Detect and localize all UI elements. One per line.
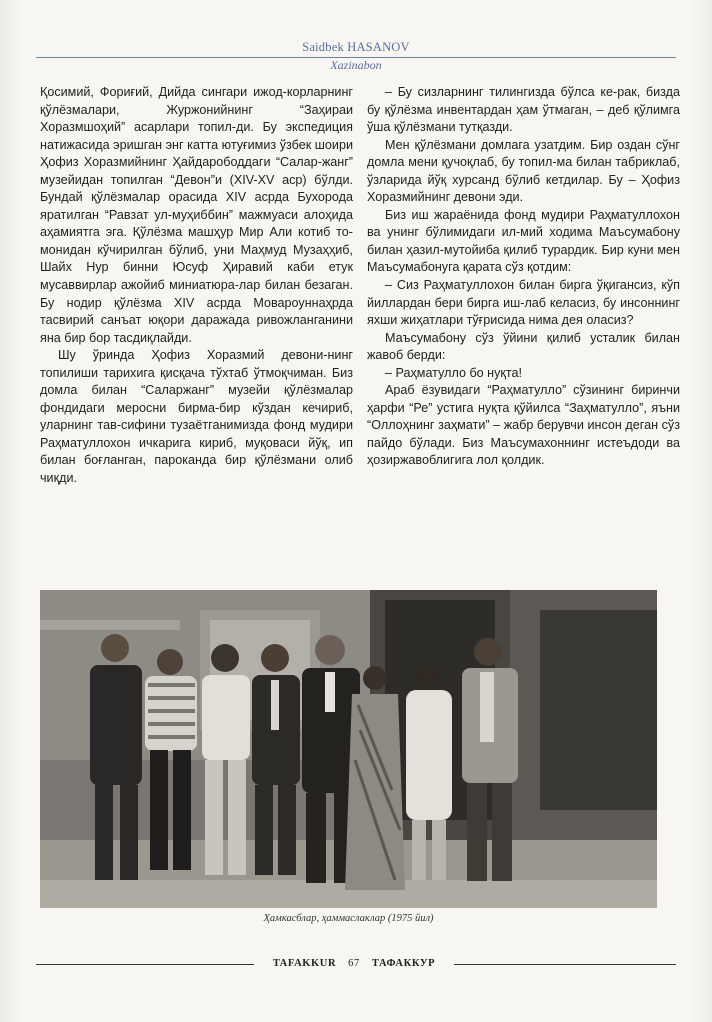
header-rule: [36, 57, 676, 58]
header-journal: Xazinabon: [330, 58, 382, 72]
header-author: Saidbek HASANOV: [302, 40, 410, 54]
left-paragraph-2: Шу ўринда Ҳофиз Хоразмий девони-нинг топилиши тарихига қисқача тўхтаб ўтмоқчиман. Биз домла билан “Саларжанг” музейи қўлёзмалар фондидаги меросни бирма-бир кўздан кечириб, уларнинг тав-сифини тузаётганимизда фонд мудири Раҳматуллохон ичкарига кириб, муқоваси йўқ, ип билан боғланган, пароканда бир қўлёзмани олиб чиқди.: [40, 348, 353, 486]
footer-journal-latin: TAFAKKUR: [272, 958, 337, 969]
group-photo: [40, 590, 657, 908]
footer-journal-cyrillic: ТАФАККУР: [371, 958, 436, 969]
footer-rule-right: [454, 964, 676, 965]
right-paragraph-4: – Сиз Раҳматуллохон билан бирга ўқигансиз, кўп йиллардан бери бирга иш-лаб келасиз, бу инсоннинг яхши жиҳатлари тўғрисида нима дея оласиз?: [367, 278, 680, 328]
footer-text: [254, 956, 454, 972]
left-column: [40, 84, 353, 488]
page-footer: [36, 956, 676, 972]
photo-caption: Ҳамкасблар, ҳаммаслаклар (1975 йил): [263, 913, 434, 924]
page-number: 67: [348, 958, 360, 969]
footer-rule-left: [36, 964, 254, 965]
right-paragraph-5: Маъсумабону сўз ўйини қилиб усталик билан жавоб берди:: [367, 330, 680, 363]
page-header: [36, 40, 676, 72]
right-paragraph-3: Биз иш жараёнида фонд мудири Раҳматуллохон ва унинг бўлимидаги ил-мий ходима Маъсумабону билан ҳазил-мутойиба қилиб турардик. Бир куни мен Маъсумабонуга қарата сўз қотдим:: [367, 207, 680, 275]
right-paragraph-7: Араб ёзувидаги “Раҳматулло” сўзининг биринчи ҳарфи “Ре” устига нуқта қўйилса “Заҳматулло”, яъни “Оллоҳнинг заҳмати” – жабр берувчи инсон деган сўз пайдо бўлади. Биз Маъсумахоннинг истеъдоди ва ҳозиржавоблигига лол қолдик.: [367, 383, 680, 468]
left-paragraph-1: Қосимий, Фориғий, Дийда сингари ижод-корларнинг қўлёзмалари, Журжонийнинг “Заҳираи Хоразмшоҳий” асарлари топил-ди. Бу экспедиция натижасида эришган энг катта ютуғимиз ўзбек шоири Ҳофиз Хоразмийнинг Ҳайдарободдаги “Салар-жанг” музейидан топилган “Девон”и (XIV-XV аср) бўлди. Бундай қўлёзмалар орасида XIV асрда Бухорода яратилган “Равзат ул-муҳиббин” мажмуаси алоҳида аҳамиятга эга. Қўлёзма машҳур Мир Али котиб то-монидан кўчирилган бўлиб, уни Маҳмуд Музаҳҳиб, Шайх Нур бинни Юсуф Ҳиравий каби етук мусаввирлар ажойиб миниатюра-лар билан безаган. Бу нодир қўлёзма XIV асрда Мовароуннаҳрда тасвирий санъат юқори даражада ривожланганини яна бир бор тасдиқлайди.: [40, 85, 353, 345]
right-paragraph-1: – Бу сизларнинг тилингизда бўлса ке-рак, бизда бу қўлёзма инвентардан ҳам ўтмаган, – деб қўлимга ўша қўлёзмани тутқазди.: [367, 85, 680, 135]
right-paragraph-2: Мен қўлёзмани домлага узатдим. Бир оздан сўнг домла мени қучоқлаб, бу топил-ма билан табриклаб, ўзларида йўқ хурсанд бўлиб кетдилар. Бу – Ҳофиз Хоразмийнинг девони эди.: [367, 137, 680, 205]
right-column: [367, 84, 680, 470]
group-photo-illustration: [40, 590, 657, 908]
right-paragraph-6: – Раҳматулло бо нуқта!: [385, 365, 523, 380]
